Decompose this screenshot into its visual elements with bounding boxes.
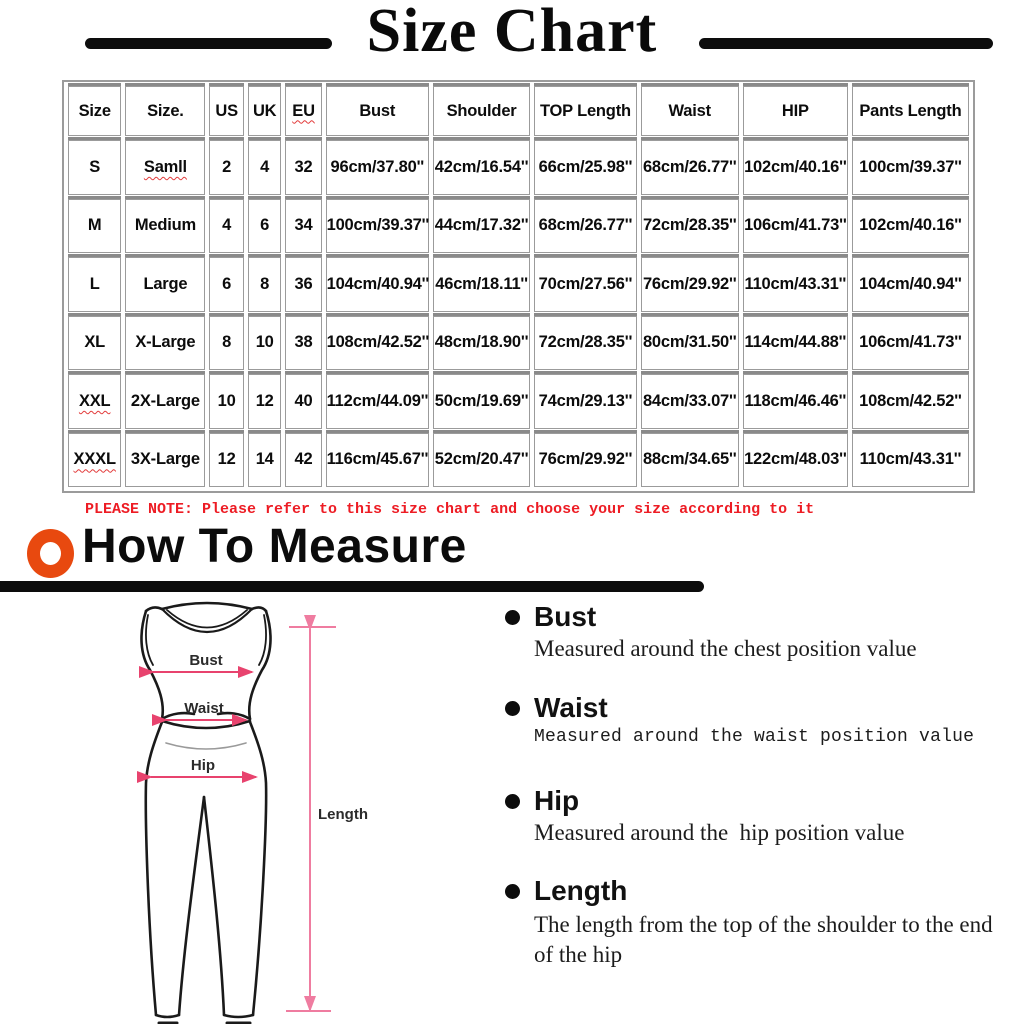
cell-text: XXXL	[73, 450, 116, 469]
table-cell	[433, 140, 530, 195]
table-header-row	[68, 86, 969, 136]
cell-text: 122cm/48.03''	[744, 450, 847, 469]
cell-text: 46cm/18.11''	[435, 274, 528, 293]
cell-text: 42cm/16.54''	[434, 157, 529, 176]
table-cell	[852, 140, 969, 195]
table-row	[68, 433, 969, 488]
please-note-text: PLEASE NOTE: Please refer to this size chart and choose your size according to it	[85, 501, 815, 518]
cell-text: 118cm/46.46''	[744, 391, 847, 410]
table-cell	[326, 316, 429, 371]
cell-text: L	[89, 274, 100, 293]
table-cell	[852, 257, 969, 312]
table-header-cell	[852, 86, 969, 136]
table-cell	[125, 316, 205, 371]
measure-item-description: The length from the top of the shoulder to the end of the hip	[534, 912, 999, 967]
cell-text: Size.	[147, 101, 184, 120]
cell-text: 34	[294, 216, 313, 235]
table-header-cell	[534, 86, 636, 136]
cell-text: Size	[78, 101, 111, 120]
measure-item-label: Bust	[534, 601, 597, 632]
table-cell	[285, 316, 321, 371]
cell-text: 106cm/41.73''	[859, 333, 962, 352]
cell-text: 104cm/40.94''	[859, 274, 962, 293]
cell-text: Waist	[668, 101, 711, 120]
table-cell	[209, 257, 243, 312]
table-header-cell	[641, 86, 739, 136]
table-cell	[209, 433, 243, 488]
table-cell	[534, 316, 636, 371]
table-cell	[285, 433, 321, 488]
cell-text: 70cm/27.56''	[538, 274, 633, 293]
cell-text: 32	[294, 157, 313, 176]
cell-text: 10	[217, 391, 236, 410]
table-cell	[248, 316, 282, 371]
table-header-cell	[326, 86, 429, 136]
table-header-cell	[125, 86, 205, 136]
cell-text: 6	[222, 274, 232, 293]
table-header-cell	[248, 86, 282, 136]
table-cell	[285, 199, 321, 254]
table-cell	[433, 316, 530, 371]
table-cell	[433, 374, 530, 429]
cell-text: 48cm/18.90''	[434, 333, 529, 352]
table-header-cell	[68, 86, 121, 136]
cell-text: 108cm/42.52''	[859, 391, 962, 410]
title-rule-right	[699, 38, 993, 49]
table-cell	[433, 257, 530, 312]
size-table-wrap	[62, 80, 975, 493]
table-row	[68, 374, 969, 429]
figure-waist-label: Waist	[184, 700, 224, 717]
table-cell	[326, 433, 429, 488]
table-cell	[209, 374, 243, 429]
cell-text: 40	[294, 391, 313, 410]
cell-text: 4	[260, 157, 270, 176]
cell-text: 42	[294, 450, 313, 469]
table-cell	[125, 140, 205, 195]
table-cell	[743, 199, 848, 254]
measure-item-hip	[505, 785, 990, 846]
cell-text: 14	[255, 450, 274, 469]
cell-text: M	[87, 216, 102, 235]
table-cell	[68, 374, 121, 429]
table-cell	[534, 257, 636, 312]
cell-text: 10	[255, 333, 274, 352]
how-to-measure-heading: How To Measure	[82, 520, 467, 573]
table-cell	[641, 316, 739, 371]
table-cell	[326, 374, 429, 429]
table-cell	[209, 199, 243, 254]
cell-text: Medium	[134, 216, 196, 235]
cell-text: 102cm/40.16''	[859, 216, 962, 235]
table-cell	[743, 316, 848, 371]
cell-text: 52cm/20.47''	[434, 450, 529, 469]
table-cell	[641, 257, 739, 312]
measure-item-label: Length	[534, 875, 628, 906]
table-row	[68, 257, 969, 312]
cell-text: 76cm/29.92''	[538, 450, 633, 469]
cell-text: 74cm/29.13''	[538, 391, 633, 410]
cell-text: 6	[260, 216, 270, 235]
cell-text: 108cm/42.52''	[326, 333, 430, 352]
table-cell	[641, 199, 739, 254]
cell-text: Samll	[143, 157, 187, 176]
table-cell	[326, 257, 429, 312]
cell-text: Bust	[359, 101, 396, 120]
cell-text: HIP	[781, 101, 809, 120]
cell-text: 96cm/37.80''	[330, 157, 425, 176]
table-cell	[743, 257, 848, 312]
measure-item-length	[505, 875, 999, 970]
table-cell	[248, 199, 282, 254]
table-header-cell	[209, 86, 243, 136]
table-header-cell	[285, 86, 321, 136]
table-cell	[68, 433, 121, 488]
cell-text: 116cm/45.67''	[326, 450, 429, 469]
cell-text: 110cm/43.31''	[744, 274, 847, 293]
measure-item-waist	[505, 692, 990, 747]
table-cell	[248, 257, 282, 312]
table-cell	[641, 374, 739, 429]
cell-text: 114cm/44.88''	[744, 333, 847, 352]
measurement-figure	[60, 595, 420, 1024]
measure-item-label: Waist	[534, 692, 608, 723]
cell-text: 68cm/26.77''	[642, 157, 737, 176]
cell-text: 50cm/19.69''	[434, 391, 529, 410]
figure-bust-label: Bust	[189, 652, 223, 669]
cell-text: 12	[217, 450, 236, 469]
cell-text: 72cm/28.35''	[538, 333, 633, 352]
cell-text: XL	[84, 333, 106, 352]
table-row	[68, 140, 969, 195]
cell-text: 88cm/34.65''	[642, 450, 737, 469]
table-cell	[852, 433, 969, 488]
table-cell	[209, 316, 243, 371]
size-table-body	[68, 140, 969, 487]
table-cell	[326, 140, 429, 195]
cell-text: 12	[255, 391, 274, 410]
measure-item-label: Hip	[534, 785, 580, 816]
table-cell	[852, 316, 969, 371]
table-cell	[743, 140, 848, 195]
table-cell	[125, 433, 205, 488]
table-cell	[68, 140, 121, 195]
cell-text: X-Large	[135, 333, 196, 352]
table-header-cell	[743, 86, 848, 136]
table-cell	[534, 140, 636, 195]
cell-text: TOP Length	[539, 101, 631, 120]
cell-text: XXL	[78, 391, 111, 410]
ring-icon	[27, 529, 74, 578]
cell-text: 76cm/29.92''	[642, 274, 737, 293]
table-cell	[285, 140, 321, 195]
cell-text: 84cm/33.07''	[642, 391, 737, 410]
cell-text: 2X-Large	[130, 391, 200, 410]
table-cell	[248, 140, 282, 195]
table-cell	[852, 374, 969, 429]
table-cell	[743, 433, 848, 488]
cell-text: 4	[222, 216, 232, 235]
cell-text: 38	[294, 333, 313, 352]
figure-length-label: Length	[318, 806, 368, 823]
table-cell	[248, 374, 282, 429]
garment-diagram	[60, 595, 420, 1024]
cell-text: US	[215, 101, 238, 120]
cell-text: 66cm/25.98''	[538, 157, 633, 176]
cell-text: 112cm/44.09''	[326, 391, 429, 410]
table-cell	[433, 433, 530, 488]
page-title: Size Chart	[366, 0, 658, 65]
table-cell	[68, 199, 121, 254]
table-header-cell	[433, 86, 530, 136]
cell-text: Pants Length	[859, 101, 962, 120]
bullet-icon	[505, 701, 520, 716]
cell-text: Large	[143, 274, 188, 293]
cell-text: UK	[252, 101, 277, 120]
cell-text: 2	[222, 157, 232, 176]
bullet-icon	[505, 610, 520, 625]
measure-item-bust	[505, 601, 990, 662]
cell-text: 100cm/39.37''	[859, 157, 962, 176]
table-cell	[285, 374, 321, 429]
cell-text: S	[89, 157, 101, 176]
table-cell	[852, 199, 969, 254]
bullet-icon	[505, 884, 520, 899]
bullet-icon	[505, 794, 520, 809]
table-cell	[125, 199, 205, 254]
size-table-head	[68, 86, 969, 136]
cell-text: 3X-Large	[130, 450, 200, 469]
cell-text: 8	[260, 274, 270, 293]
table-cell	[641, 433, 739, 488]
cell-text: 110cm/43.31''	[859, 450, 962, 469]
table-cell	[534, 199, 636, 254]
table-cell	[209, 140, 243, 195]
cell-text: EU	[292, 101, 315, 120]
table-cell	[248, 433, 282, 488]
cell-text: 68cm/26.77''	[538, 216, 633, 235]
table-cell	[68, 316, 121, 371]
table-cell	[433, 199, 530, 254]
table-row	[68, 316, 969, 371]
cell-text: 104cm/40.94''	[326, 274, 430, 293]
cell-text: 72cm/28.35''	[642, 216, 737, 235]
table-row	[68, 199, 969, 254]
table-cell	[285, 257, 321, 312]
cell-text: 100cm/39.37''	[326, 216, 430, 235]
title-section	[0, 0, 1024, 78]
cell-text: 106cm/41.73''	[744, 216, 847, 235]
table-cell	[125, 257, 205, 312]
cell-text: 102cm/40.16''	[744, 157, 847, 176]
table-cell	[326, 199, 429, 254]
table-cell	[68, 257, 121, 312]
measure-item-description: Measured around the hip position value	[534, 820, 905, 845]
heading-underline-rule	[0, 581, 704, 592]
table-cell	[534, 374, 636, 429]
table-cell	[534, 433, 636, 488]
table-cell	[125, 374, 205, 429]
cell-text: 44cm/17.32''	[434, 216, 529, 235]
measurement-arrows	[151, 627, 336, 1011]
cell-text: 80cm/31.50''	[642, 333, 737, 352]
cell-text: 36	[294, 274, 313, 293]
table-cell	[743, 374, 848, 429]
table-cell	[641, 140, 739, 195]
cell-text: 8	[222, 333, 232, 352]
cell-text: Shoulder	[446, 101, 517, 120]
figure-hip-label: Hip	[190, 757, 216, 774]
measure-item-description: Measured around the chest position value	[534, 636, 917, 661]
measure-item-description: Measured around the waist position value	[534, 727, 975, 747]
size-table	[62, 80, 975, 493]
